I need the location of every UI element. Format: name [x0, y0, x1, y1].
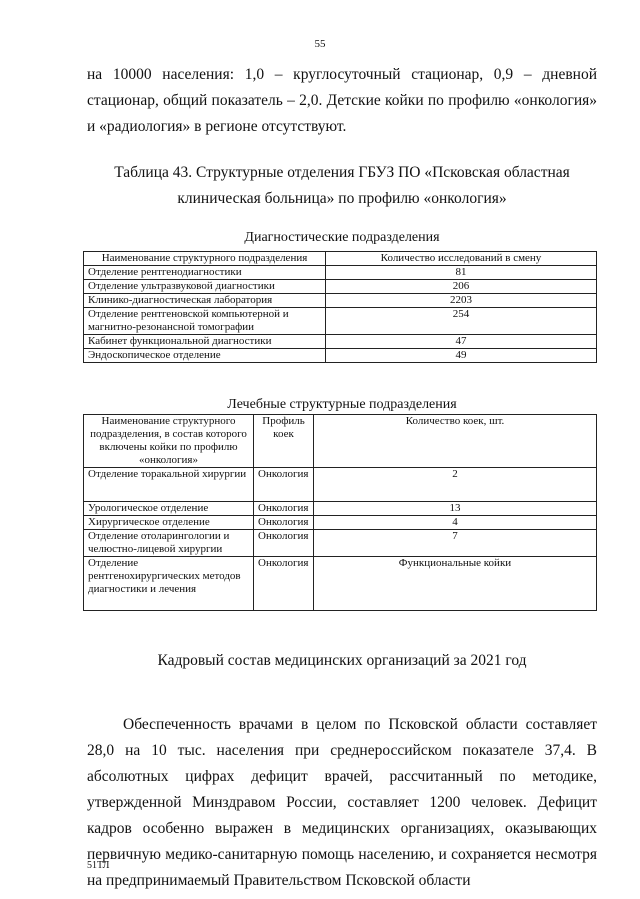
diagnostic-table: [83, 251, 597, 363]
table-row: [84, 468, 597, 502]
table-cell: Кабинет функциональной диагностики: [84, 335, 326, 349]
staff-heading: Кадровый состав медицинских организаций за 2021 год: [157, 652, 527, 669]
table-cell: Отделение рентгенодиагностики: [84, 266, 326, 280]
table-cell: 47: [326, 335, 597, 349]
table-cell: Клинико-диагностическая лаборатория: [84, 294, 326, 308]
treatment-table: [83, 414, 597, 611]
table-cell: Функциональные койки: [314, 557, 597, 611]
table-row: [84, 280, 597, 294]
table-cell: Отделение отоларингологии и челюстно-лицевой хирургии: [84, 530, 254, 557]
table-row: [84, 266, 597, 280]
table-cell: Отделение ультразвуковой диагностики: [84, 280, 326, 294]
table-title: Таблица 43. Структурные отделения ГБУЗ ПО «Псковская областная клиническая больница» по профилю «онкология»: [114, 164, 570, 207]
table-row: [84, 530, 597, 557]
table-cell: 206: [326, 280, 597, 294]
table-cell: Отделение рентгенохирургических методов диагностики и лечения: [84, 557, 254, 611]
table-row: [84, 502, 597, 516]
table-cell: Отделение торакальной хирургии: [84, 468, 254, 502]
table-header-row: [84, 252, 597, 266]
table-cell: 13: [314, 502, 597, 516]
footer-code: 51ТЛ: [87, 860, 110, 871]
table-row: [84, 516, 597, 530]
column-header: Количество коек, шт.: [314, 415, 597, 468]
table-row: [84, 557, 597, 611]
table-cell: Онкология: [254, 516, 314, 530]
table-cell: 81: [326, 266, 597, 280]
page-number: 55: [314, 38, 326, 50]
table-row: [84, 335, 597, 349]
table-cell: 2: [314, 468, 597, 502]
table-header-row: [84, 415, 597, 468]
table-cell: 4: [314, 516, 597, 530]
table-cell: Онкология: [254, 530, 314, 557]
table-cell: Эндоскопическое отделение: [84, 349, 326, 363]
table-cell: 49: [326, 349, 597, 363]
treatment-heading: Лечебные структурные подразделения: [227, 397, 457, 412]
diagnostic-heading: Диагностические подразделения: [244, 230, 440, 245]
column-header: Наименование структурного подразделения: [84, 252, 326, 266]
column-header: Наименование структурного подразделения, в состав которого включены койки по профилю «онкология»: [84, 415, 254, 468]
table-cell: Хирургическое отделение: [84, 516, 254, 530]
table-cell: Онкология: [254, 557, 314, 611]
table-cell: 2203: [326, 294, 597, 308]
table-cell: 7: [314, 530, 597, 557]
table-row: [84, 349, 597, 363]
table-cell: Онкология: [254, 468, 314, 502]
table-row: [84, 294, 597, 308]
table-row: [84, 308, 597, 335]
intro-paragraph: на 10000 населения: 1,0 – круглосуточный стационар, 0,9 – дневной стационар, общий показатель – 2,0. Детские койки по профилю «онкология» и «радиология» в регионе отсутствуют.: [87, 66, 597, 135]
table-cell: 254: [326, 308, 597, 335]
column-header: Количество исследований в смену: [326, 252, 597, 266]
table-cell: Урологическое отделение: [84, 502, 254, 516]
table-cell: Отделение рентгеновской компьютерной и магнитно-резонансной томографии: [84, 308, 326, 335]
column-header: Профиль коек: [254, 415, 314, 468]
table-cell: Онкология: [254, 502, 314, 516]
staff-paragraph: Обеспеченность врачами в целом по Псковской области составляет 28,0 на 10 тыс. населения при среднероссийском показателе 37,4. В абсолютных цифрах дефицит врачей, рассчитанный по методике, утвержденной Минздравом России, составляет 1200 человек. Дефицит кадров особенно выражен в медицинских организациях, оказывающих первичную медико-санитарную помощь населению, и сохраняется несмотря на предпринимаемый Правительством Псковской области: [87, 716, 597, 889]
